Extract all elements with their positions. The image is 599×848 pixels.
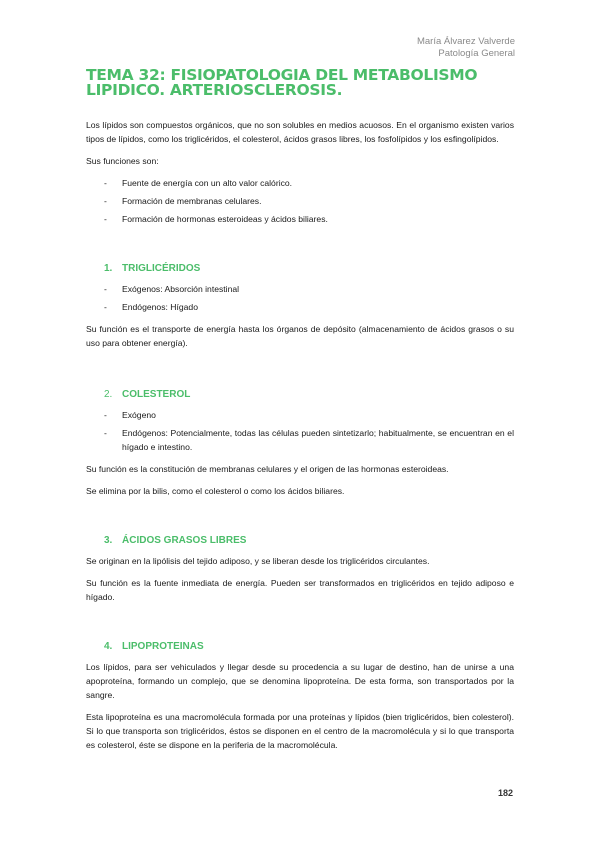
list-item: - Exógeno <box>104 410 156 420</box>
functions-lead: Sus funciones son: <box>86 156 159 166</box>
section-paragraph: Los lípidos, para ser vehiculados y llegar desde su procedencia a su lugar de destino, han de unirse a una apoproteína, formando un complejo, que se denomina lipoproteína. De esta forma, son transportados por la sangre. <box>86 662 514 700</box>
intro-paragraph: Los lípidos son compuestos orgánicos, que no son solubles en medios acuosos. En el organismo existen varios tipos de lípidos, como los triglicéridos, el colesterol, ácidos grasos libres, los fosfolípidos y los esfingolípidos. <box>86 120 514 144</box>
document-body <box>86 118 514 760</box>
list-item: - Fuente de energía con un alto valor calórico. <box>104 178 293 188</box>
trigliceridos-list <box>86 282 514 314</box>
section-paragraph: Su función es la constitución de membranas celulares y el origen de las hormonas esteroideas. <box>86 464 449 474</box>
subject-name: Patología General <box>438 48 515 59</box>
section-paragraph: Su función es la fuente inmediata de energía. Pueden ser transformados en triglicéridos en tejido adiposo e hígado. <box>86 578 514 602</box>
section-heading-trigliceridos: 1. TRIGLICÉRIDOS <box>104 263 201 274</box>
section-heading-lipoproteinas: 4. LIPOPROTEINAS <box>104 641 204 652</box>
list-item: - Formación de membranas celulares. <box>104 196 262 206</box>
author-name: María Álvarez Valverde <box>416 36 515 47</box>
list-item: - Endógenos: Potencialmente, todas las células pueden sintetizarlo; habitualmente, se encuentran en el hígado e intestino. <box>104 428 514 452</box>
section-paragraph: Se elimina por la bilis, como el colesterol o como los ácidos biliares. <box>86 486 345 496</box>
section-paragraph: Se originan en la lipólisis del tejido adiposo, y se liberan desde los triglicéridos circulantes. <box>86 556 430 566</box>
section-paragraph: Esta lipoproteína es una macromolécula formada por una proteínas y lípidos (bien triglicéridos, bien colesterol). Si lo que transporta son triglicéridos, éstos se disponen en el centro de la macromolécula y si lo que transporta es colesterol, éste se dispone en la periferia de la macromolécula. <box>86 712 514 750</box>
list-item: - Formación de hormonas esteroideas y ácidos biliares. <box>104 214 328 224</box>
functions-list <box>86 176 514 226</box>
document-title: TEMA 32: FISIOPATOLOGIA DEL METABOLISMO LIPIDICO. ARTERIOSCLEROSIS. <box>86 66 478 99</box>
section-heading-acidos-grasos: 3. ÁCIDOS GRASOS LIBRES <box>104 535 247 546</box>
section-heading-colesterol: 2. COLESTEROL <box>104 389 191 400</box>
page-number: 182 <box>497 788 513 798</box>
list-item: - Exógenos: Absorción intestinal <box>104 284 240 294</box>
section-paragraph: Su función es el transporte de energía hasta los órganos de depósito (almacenamiento de ácidos grasos o su uso para obtener energía). <box>86 324 514 348</box>
list-item: - Endógenos: Hígado <box>104 302 198 312</box>
colesterol-list <box>86 408 514 454</box>
page-header <box>417 36 515 60</box>
